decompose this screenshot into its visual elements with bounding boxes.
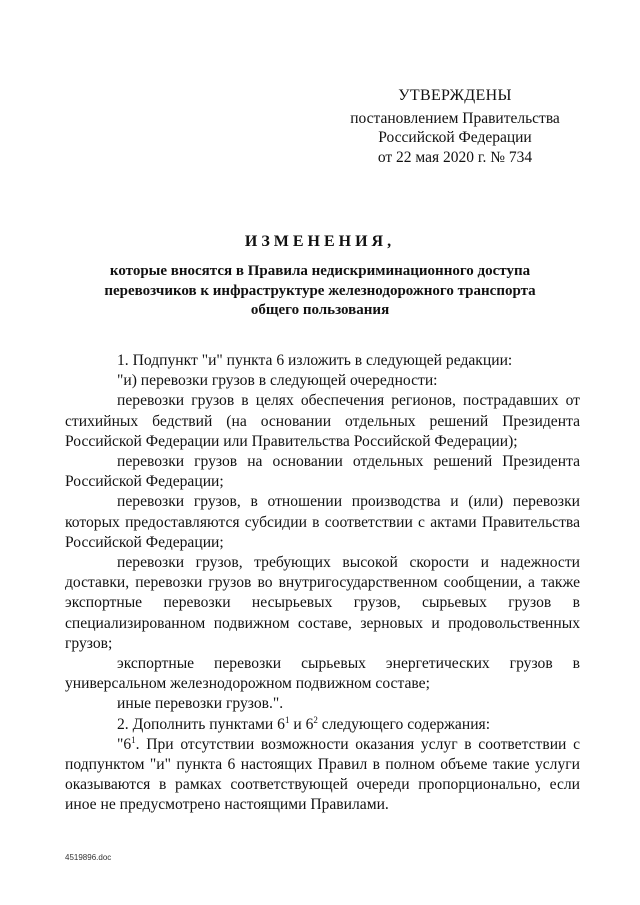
paragraph-9-mid: и 6 xyxy=(289,715,314,733)
paragraph-8: иные перевозки грузов.". xyxy=(117,695,284,713)
paragraph-2: "и) перевозки грузов в следующей очередности: xyxy=(117,372,438,390)
document-body xyxy=(65,351,580,816)
paragraph-9 xyxy=(65,715,580,735)
paragraph-10-text: . При отсутствии возможности оказания услуг в соответствии с подпунктом "и" пункта 6 настоящих Правил в полном объеме такие услуги оказываются в рамках соответствующей очереди пропорционально, если иное не предусмотрено настоящими Правилами. xyxy=(65,735,580,814)
approval-line-3: от 22 мая 2020 г. № 734 xyxy=(377,148,533,166)
superscript: 1 xyxy=(131,734,136,745)
paragraph-6: перевозки грузов, требующих высокой скорости и надежности доставки, перевозки грузов во внутригосударственном сообщении, а также экспортные перевозки несырьевых грузов, сырьевых грузов в специализированном подвижном составе, зерновых и продовольственных грузов; xyxy=(65,554,580,652)
paragraph-10-prefix: "6 xyxy=(117,735,132,753)
approval-line-2: Российской Федерации xyxy=(378,129,532,146)
paragraph-10 xyxy=(65,735,580,816)
approval-block xyxy=(330,86,580,167)
paragraph-9-suffix: следующего содержания: xyxy=(317,715,491,733)
superscript: 2 xyxy=(313,714,318,725)
document-subtitle: которые вносятся в Правила недискриминационного доступа перевозчиков к инфраструктуре железнодорожного транспорта общего пользования xyxy=(104,263,536,318)
document-title: ИЗМЕНЕНИЯ, xyxy=(244,233,396,250)
approval-heading: УТВЕРЖДЕНЫ xyxy=(398,87,512,104)
approval-line-1: постановлением Правительства xyxy=(350,109,560,127)
superscript: 1 xyxy=(284,714,290,725)
paragraph-1: 1. Подпункт "и" пункта 6 изложить в следующей редакции: xyxy=(117,352,513,369)
paragraph-5: перевозки грузов, в отношении производства и (или) перевозки которых предоставляются субсидии в соответствии с актами Правительства Российской Федерации; xyxy=(65,493,580,551)
paragraph-4: перевозки грузов на основании отдельных решений Президента Российской Федерации; xyxy=(65,453,580,491)
paragraph-3: перевозки грузов в целях обеспечения регионов, пострадавших от стихийных бедствий (на основании отдельных решений Президента Российской Федерации или Правительства Российской Федерации); xyxy=(65,392,580,450)
file-name-footer: 4519896.doc xyxy=(65,853,112,862)
paragraph-7: экспортные перевозки сырьевых энергетических грузов в универсальном железнодорожном подвижном составе; xyxy=(65,655,580,693)
paragraph-9-prefix: 2. Дополнить пунктами 6 xyxy=(117,715,285,733)
